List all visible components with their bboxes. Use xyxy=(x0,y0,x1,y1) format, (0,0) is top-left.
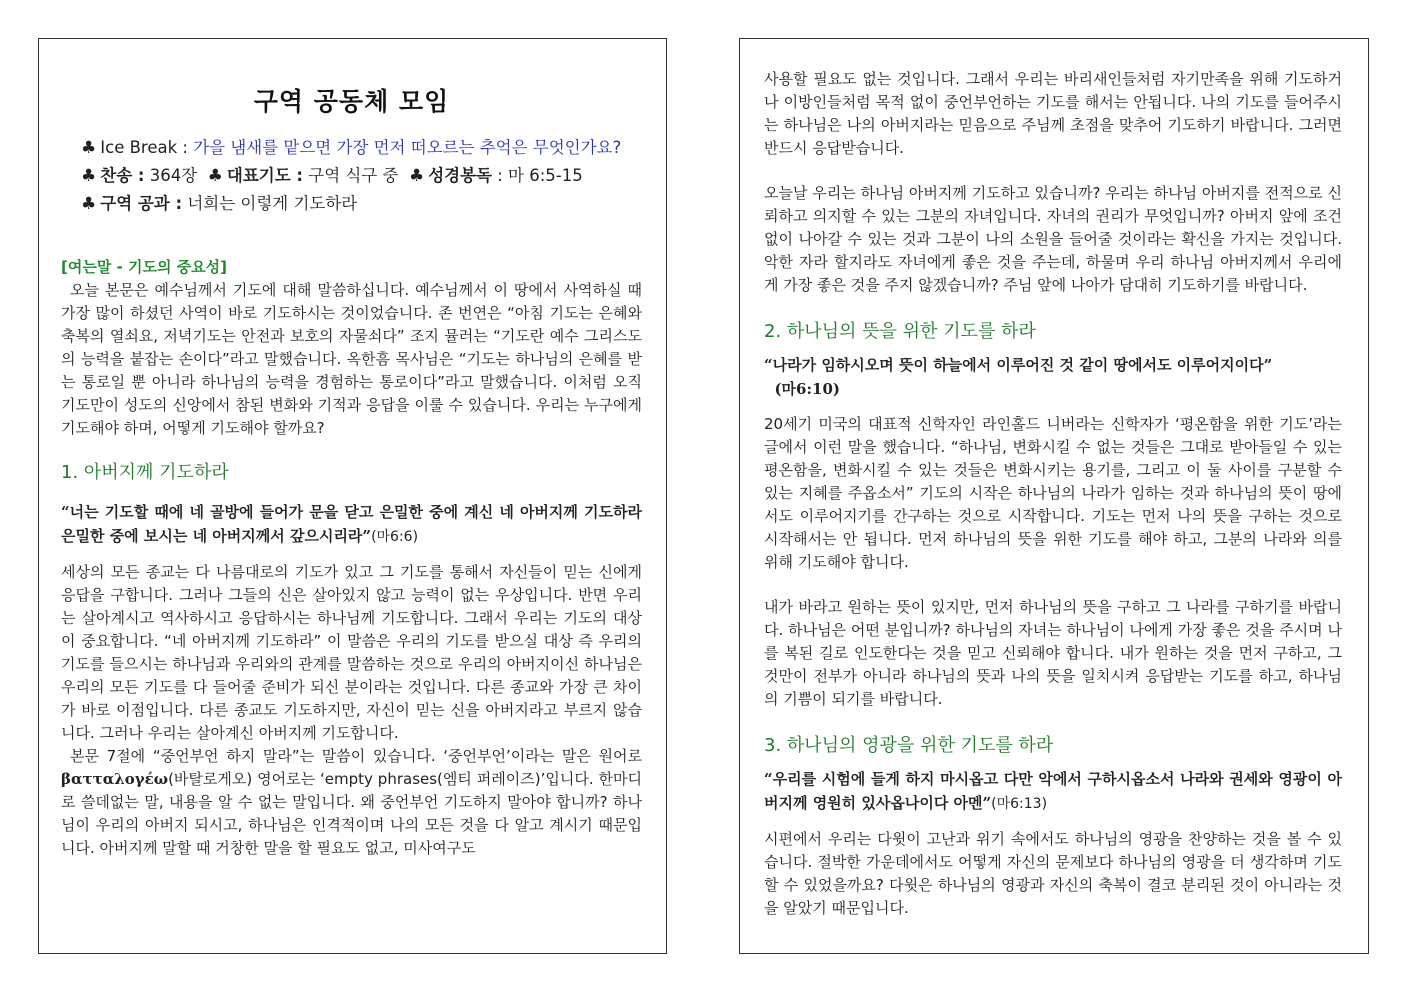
hymn-label: 찬송 : xyxy=(100,166,145,185)
club-icon: ♣ xyxy=(207,166,223,186)
continued-paragraph: 사용할 필요도 없는 것입니다. 그래서 우리는 바리새인들처럼 자기만족을 위해 기도하거나 이방인들처럼 목적 없이 중언부언하는 기도를 해서는 안됩니다. 나의 기도를 들어주시는 하나님은 나의 아버지라는 믿음으로 주님께 초점을 맞추어 기도하기 바랍니다. 그러면 반드시 응답받습니다. xyxy=(764,70,1342,157)
intro-heading: [여는말 - 기도의 중요성] xyxy=(61,258,228,276)
section-2-ref: (마6:10) xyxy=(774,380,840,398)
section-2-paragraph-1: 20세기 미국의 대표적 신학자인 라인홀드 니버라는 신학자가 ‘평온함을 위한 기도’라는 글에서 이런 말을 했습니다. “하나님, 변화시킬 수 없는 것들은 그대로 받아들일 수 있는 평온함을, 변화시킬 수 있는 것들은 변화시키는 용기를, 그리고 이 둘 사이를 구분할 수 있는 지혜를 주옵소서” 기도의 시작은 하나님의 나라가 임하는 것과 하나님의 뜻이 땅에서도 이루어지기를 간구하는 것으로 시작합니다. 기도는 먼저 나의 뜻을 구하는 것으로 시작해서는 안 됩니다. 먼저 하나님의 뜻을 위한 기도를 해야 하고, 그분의 나라와 의를 위해 기도해야 합니다. xyxy=(764,415,1342,571)
reading-label: 성경봉독 xyxy=(428,166,492,185)
right-page xyxy=(739,38,1369,954)
lesson-line xyxy=(81,190,642,218)
section-3-quote: “우리를 시험에 들게 하지 마시옵고 다만 악에서 구하시옵소서 나라와 권세와 영광이 아버지께 영원히 있사옵나이다 아멘”(마6:13) xyxy=(764,770,1342,812)
prayer-value: 구역 식구 중 xyxy=(303,166,399,185)
intro-paragraph: 오늘 본문은 예수님께서 기도에 대해 말씀하십니다. 예수님께서 이 땅에서 사역하실 때 가장 많이 하셨던 사역이 바로 기도하시는 것이었습니다. 존 번연은 “아침 기도는 은혜와 축복의 열쇠요, 저녁기도는 안전과 보호의 자물쇠다” 조지 뮬러는 “기도란 예수 그리스도의 능력을 붙잡는 손이다”라고 말했습니다. 옥한흠 목사님은 “기도는 하나님의 은혜를 받는 통로일 뿐 아니라 하나님의 능력을 경험하는 통로이다”라고 말했습니다. 이처럼 오직 기도만이 성도의 신앙에서 참된 변화와 기적과 응답을 이룰 수 있습니다. 우리는 누구에게 기도해야 하며, 어떻게 기도해야 할까요? xyxy=(61,281,642,437)
section-2-quote: “나라가 임하시오며 뜻이 하늘에서 이루어진 것 같이 땅에서도 이루어지이다” (마6:10) xyxy=(764,356,1273,398)
service-order-line xyxy=(81,162,642,190)
section-3-ref: (마6:13) xyxy=(991,796,1048,812)
club-icon: ♣ xyxy=(81,138,97,158)
section-1-ref: (마6:6) xyxy=(371,529,419,545)
section-3-paragraph-1: 시편에서 우리는 다윗이 고난과 위기 속에서도 하나님의 영광을 찬양하는 것을 볼 수 있습니다. 절박한 가운데에서도 어떻게 자신의 문제보다 하나님의 영광을 더 생각하며 기도할 수 있었을까요? 다윗은 하나님의 영광과 자신의 축복이 결코 분리된 것이 아니라는 것을 알았기 때문입니다. xyxy=(764,830,1342,917)
prayer-label: 대표기도 : xyxy=(226,166,304,185)
section-2-title: 2. 하나님의 뜻을 위한 기도를 하라 xyxy=(764,321,1036,342)
left-page xyxy=(38,38,667,954)
reading-value: : 마 6:5-15 xyxy=(491,166,583,185)
section-1-quote: “너는 기도할 때에 네 골방에 들어가 문을 닫고 은밀한 중에 계신 네 아버지께 기도하라 은밀한 중에 보시는 네 아버지께서 갚으시리라”(마6:6) xyxy=(61,503,642,545)
club-icon: ♣ xyxy=(81,194,97,214)
club-icon: ♣ xyxy=(81,166,97,186)
section-2-paragraph-2: 내가 바라고 원하는 뜻이 있지만, 먼저 하나님의 뜻을 구하고 그 나라를 구하기를 바랍니다. 하나님은 어떤 분입니까? 하나님의 자녀는 하나님이 나에게 가장 좋은 것을 주시며 나를 복된 길로 인도한다는 것을 믿고 신뢰해야 합니다. 내가 원하는 것을 먼저 구하고, 그것만이 전부가 아니라 하나님의 뜻과 나의 뜻을 일치시켜 응답받는 기도를 하고, 하나님의 기쁨이 되기를 바랍니다. xyxy=(764,598,1342,708)
meeting-info xyxy=(61,134,642,218)
right-paragraph-2: 오늘날 우리는 하나님 아버지께 기도하고 있습니까? 우리는 하나님 아버지를 전적으로 신뢰하고 의지할 수 있는 그분의 자녀입니다. 자녀의 권리가 무엇입니까? 아버지 앞에 조건 없이 나아갈 수 있는 것과 그분이 나의 소원을 들어줄 것이라는 확신을 가지는 것입니다. 악한 자라 할지라도 자녀에게 좋은 것을 주는데, 하물며 우리 하나님 아버지께서 우리에게 가장 좋은 것을 주지 않겠습니까? 주님 앞에 나아가 담대히 기도하기를 바랍니다. xyxy=(764,184,1342,294)
lesson-value: 너희는 이렇게 기도하라 xyxy=(182,194,358,213)
lesson-label: 구역 공과 : xyxy=(100,194,183,213)
section-1-paragraph-2: 본문 7절에 “중언부언 하지 말라”는 말씀이 있습니다. ‘중언부언’이라는 말은 원어로 βατταλογέω(바탈로게오) 영어로는 ‘empty phrases(엠티 퍼레이즈)’입니다. 한마디로 쓸데없는 말, 내용을 알 수 없는 말입니다. 왜 중언부언 기도하지 말아야 합니까? 하나님이 우리의 아버지 되시고, 하나님은 인격적이며 나의 모든 것을 다 알고 계시기 때문입니다. 아버지께 말할 때 거창한 말을 할 필요도 없고, 미사여구도 xyxy=(61,747,642,857)
section-1-paragraph-1: 세상의 모든 종교는 다 나름대로의 기도가 있고 그 기도를 통해서 자신들이 믿는 신에게 응답을 구합니다. 그러나 그들의 신은 살아있지 않고 능력이 없는 우상입니다. 반면 우리는 살아계시고 역사하시고 응답하시는 하나님께 기도합니다. 그래서 우리는 기도의 대상이 중요합니다. “네 아버지께 기도하라” 이 말씀은 우리의 기도를 받으실 대상 즉 우리의 기도를 들으시는 하나님과 우리와의 관계를 말씀하는 것으로 우리의 아버지이신 하나님은 우리의 모든 기도를 다 들어줄 준비가 되신 분이라는 것입니다. 다른 종교와 가장 큰 차이가 바로 이점입니다. 다른 종교도 기도하지만, 자신이 믿는 신을 아버지라고 부르지 않습니다. 그러나 우리는 살아계신 아버지께 기도합니다. xyxy=(61,563,642,742)
icebreak-label: Ice Break xyxy=(100,138,178,157)
icebreak-question: 가을 냄새를 맡으면 가장 먼저 떠오르는 추억은 무엇인가요? xyxy=(193,138,622,157)
icebreak-line: ♣ Ice Break : 가을 냄새를 맡으면 가장 먼저 떠오르는 추억은 무엇인가요? xyxy=(81,138,622,158)
section-3-title: 3. 하나님의 영광을 위한 기도를 하라 xyxy=(764,735,1054,756)
club-icon: ♣ xyxy=(408,166,425,186)
greek-word: βατταλογέω xyxy=(61,770,169,788)
hymn-value: 364장 xyxy=(144,166,198,185)
page-title: 구역 공동체 모임 xyxy=(253,87,450,116)
section-1-title: 1. 아버지께 기도하라 xyxy=(61,462,229,483)
